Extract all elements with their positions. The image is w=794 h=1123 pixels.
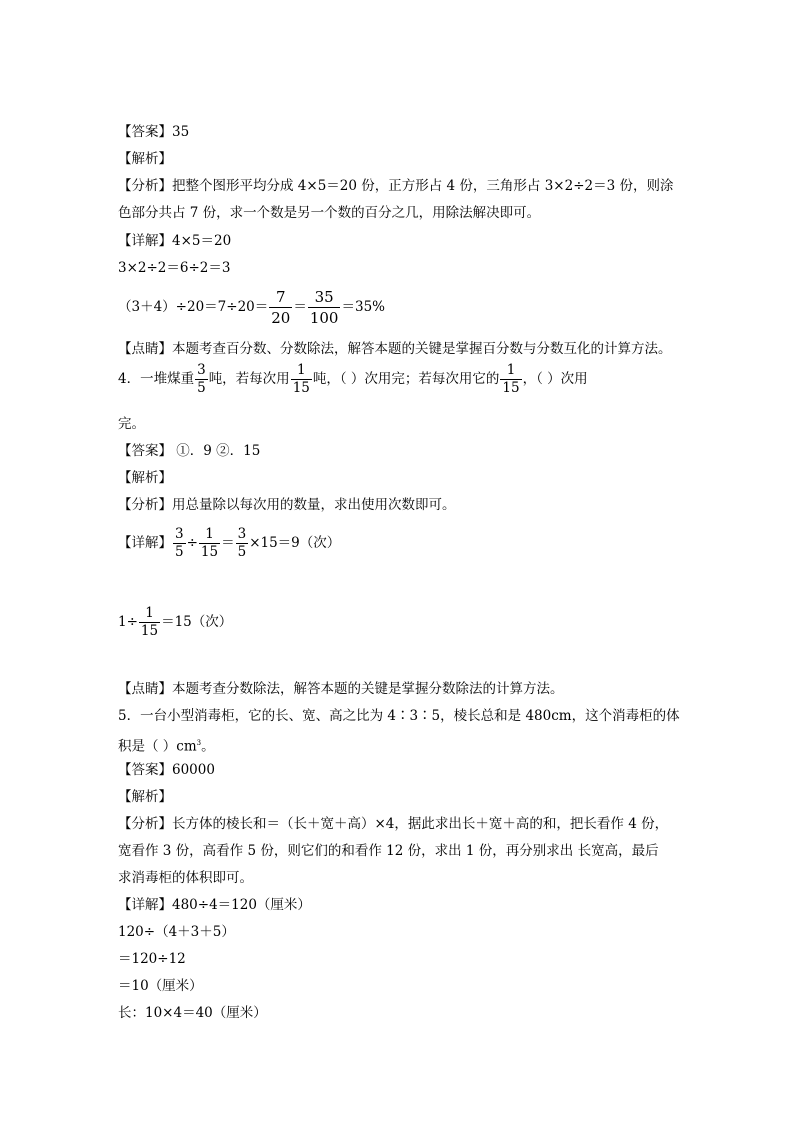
fraction-3-5 — [173, 526, 186, 561]
q5-calc-line2: 120÷（4＋3＋5） — [118, 924, 235, 940]
fraction-3-5 — [195, 362, 208, 397]
q4-text-a: 4．一堆煤重 — [118, 371, 195, 387]
fraction-7-20 — [269, 287, 292, 328]
fraction-1-15 — [291, 362, 312, 397]
q5-fenxi-line3: 求消毒柜的体积即可。 — [118, 870, 253, 886]
q4-calc-line2 — [118, 605, 232, 640]
q4-dianjing: 【点睛】本题考查分数除法，解答本题的关键是掌握分数除法的计算方法。 — [118, 681, 564, 697]
q3-fenxi-line2: 色部分共占 7 份，求一个数是另一个数的百分之几，用除法解决即可。 — [118, 205, 541, 221]
q4-question-wrap: 完。 — [118, 416, 145, 432]
q4-calc2-tail: ＝15（次） — [161, 614, 233, 630]
q4-analysis-heading: 【解析】 — [118, 470, 172, 486]
q5-xiangjie-line1: 【详解】480÷4＝120（厘米） — [118, 897, 311, 913]
q5-fenxi-line1: 【分析】长方体的棱长和＝（长＋宽＋高）×4，据此求出长＋宽＋高的和，把长看作 4 份， — [118, 816, 669, 832]
fraction-numerator: 35 — [308, 287, 341, 308]
fraction-1-15 — [500, 362, 521, 397]
equals-sign: ＝ — [221, 535, 235, 551]
q5-question-line2 — [118, 734, 215, 756]
fraction-denominator: 100 — [309, 309, 339, 327]
fraction-numerator: 3 — [197, 362, 206, 378]
fraction-numerator: 1 — [500, 362, 521, 380]
q5-q2-period: 。 — [201, 738, 215, 755]
fraction-numerator: 1 — [291, 362, 312, 380]
q3-calc-tail: ＝35% — [341, 299, 385, 315]
q4-fenxi: 【分析】用总量除以每次用的数量，求出使用次数即可。 — [118, 497, 456, 513]
fraction-numerator: 3 — [175, 526, 184, 542]
q4-xiangjie-line1 — [118, 526, 340, 561]
fraction-numerator: 7 — [269, 287, 292, 308]
q5-cube-superscript: 3 — [196, 739, 202, 747]
fraction-1-15 — [199, 526, 220, 561]
fraction-35-100 — [308, 287, 341, 328]
q5-answer: 【答案】60000 — [118, 762, 215, 778]
q3-fenxi-line1: 【分析】把整个图形平均分成 4×5＝20 份，正方形占 4 份，三角形占 3×2÷2＝3 份，则涂 — [118, 178, 674, 194]
q5-fenxi-line2: 宽看作 3 份，高看作 5 份，则它们的和看作 12 份，求出 1 份，再分别求出 长宽高，最后 — [118, 843, 659, 859]
q4-answer: 【答案】 ①．9 ②．15 — [118, 443, 261, 459]
fraction-denominator: 5 — [175, 544, 184, 560]
fraction-1-15 — [139, 605, 160, 640]
q5-q2-text: 积是（ ）cm — [118, 738, 197, 755]
fraction-3-5 — [236, 526, 249, 561]
fraction-numerator: 3 — [237, 526, 247, 542]
q5-calc-line4: ＝10（厘米） — [118, 978, 203, 994]
fraction-denominator: 15 — [140, 623, 159, 639]
q3-analysis-heading: 【解析】 — [118, 151, 172, 167]
divide-sign: ÷ — [186, 535, 198, 551]
q4-calc2-lead: 1÷ — [118, 614, 138, 630]
fraction-denominator: 15 — [200, 544, 219, 560]
q5-analysis-heading: 【解析】 — [118, 789, 172, 805]
q3-calc-line2: 3×2÷2＝6÷2＝3 — [118, 260, 231, 276]
fraction-denominator: 5 — [237, 544, 247, 560]
q4-text-b: 吨，若每次用 — [208, 371, 290, 387]
fraction-denominator: 15 — [502, 380, 520, 396]
q5-calc-line5: 长：10×4＝40（厘米） — [118, 1005, 267, 1021]
fraction-numerator: 1 — [199, 526, 220, 544]
fraction-denominator: 15 — [292, 380, 310, 396]
q3-calc-lead: （3＋4）÷20＝7÷20＝ — [118, 299, 269, 315]
fraction-numerator: 1 — [139, 605, 160, 623]
q3-dianjing: 【点睛】本题考查百分数、分数除法，解答本题的关键是掌握百分数与分数互化的计算方法。 — [118, 341, 672, 357]
q5-question-line1: 5．一台小型消毒柜，它的长、宽、高之比为 4∶3∶5，棱长总和是 480cm，这个消毒柜的体 — [118, 708, 680, 724]
q3-calc-line3 — [118, 287, 385, 328]
fraction-denominator: 5 — [197, 380, 206, 396]
q4-text-d: ，（ ）次用 — [522, 371, 588, 387]
q5-calc-line3: ＝120÷12 — [118, 951, 186, 967]
equals-sign: ＝ — [293, 299, 307, 315]
q4-xiangjie-tail: ×15＝9（次） — [249, 535, 341, 551]
fraction-denominator: 20 — [271, 309, 291, 327]
q4-xiangjie-lead: 【详解】 — [118, 535, 172, 551]
q4-question-line1 — [118, 362, 588, 397]
q3-answer: 【答案】35 — [118, 124, 190, 140]
q3-xiangjie-line1: 【详解】4×5＝20 — [118, 233, 232, 249]
q4-text-c: 吨，（ ）次用完；若每次用它的 — [312, 371, 500, 387]
